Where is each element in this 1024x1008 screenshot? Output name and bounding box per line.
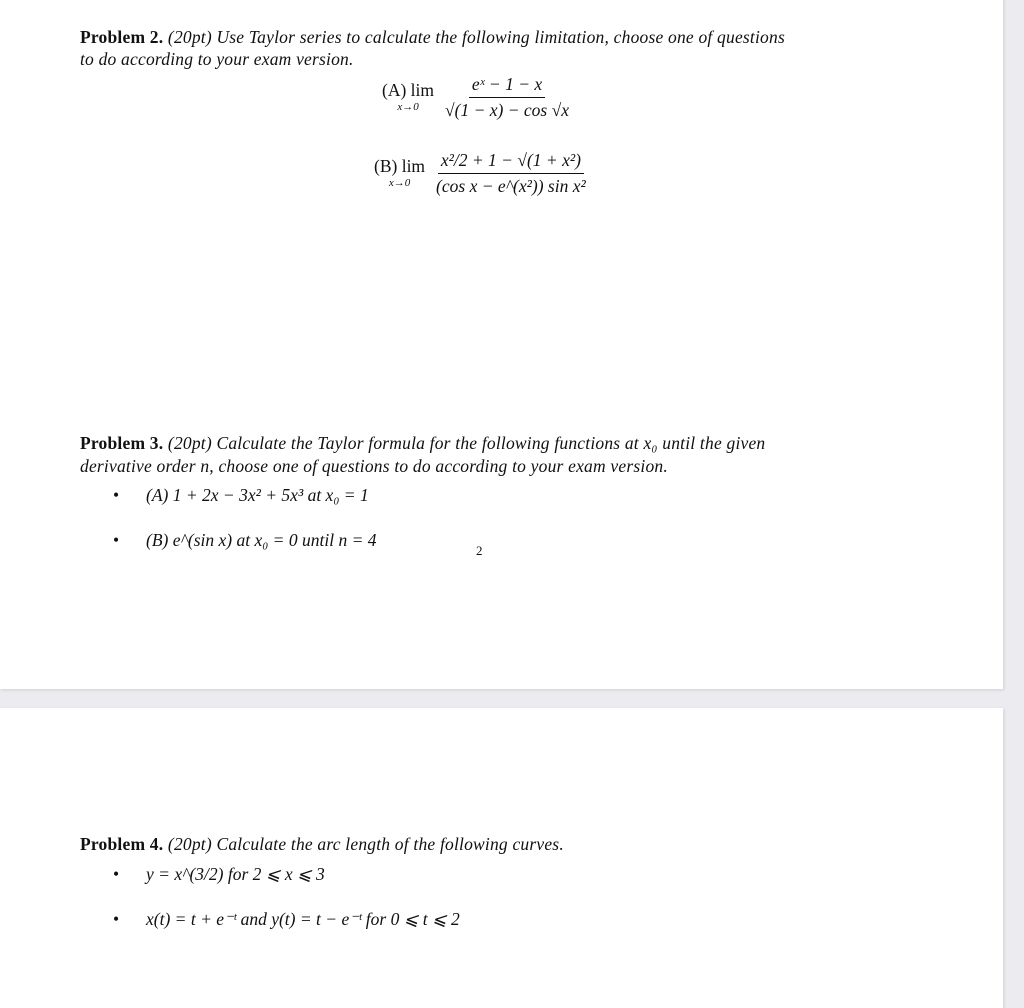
- formula-b: [370, 150, 589, 197]
- fraction: [442, 74, 572, 121]
- list-item: [118, 909, 460, 930]
- limit-operator: [374, 158, 425, 189]
- list-item: [118, 530, 377, 551]
- item-text: x(t) = t + e⁻ᵗ and y(t) = t − e⁻ᵗ for 0 ⩽ t ⩽ 2: [146, 909, 460, 929]
- item-text: y = x^(3/2) for 2 ⩽ x ⩽ 3: [146, 864, 325, 884]
- limit-sub: x→0: [388, 176, 411, 189]
- problem-3-text: (20pt) Calculate the Taylor formula for the following functions at x₀ until the given: [167, 433, 766, 453]
- limit-label: (B) lim: [374, 156, 426, 177]
- problem-3-text-2: derivative order n, choose one of questions to do according to your exam version.: [80, 456, 668, 476]
- limit-sub: x→0: [397, 100, 419, 113]
- problem-4-heading: Problem 4.: [80, 834, 164, 854]
- problem-4-text: (20pt) Calculate the arc length of the following curves.: [167, 834, 564, 854]
- limit-operator: [382, 82, 434, 113]
- pdf-page-2: [0, 708, 1003, 1008]
- list-item: [118, 864, 325, 885]
- item-text: (A) 1 + 2x − 3x² + 5x³ at x₀ = 1: [146, 485, 369, 505]
- problem-2-line-1: [80, 27, 785, 48]
- denominator: √(1 − x) − cos √x: [445, 100, 569, 120]
- item-text: (B) e^(sin x) at x₀ = 0 until n = 4: [146, 530, 377, 550]
- numerator: x²/2 + 1 − √(1 + x²): [438, 150, 584, 174]
- limit-label: (A) lim: [382, 80, 435, 101]
- problem-3-line-2: [80, 456, 668, 477]
- page-number: 2: [476, 543, 483, 558]
- problem-3-line-1: [80, 433, 765, 454]
- numerator: eˣ − 1 − x: [469, 74, 545, 98]
- problem-2-line-2: [80, 49, 354, 70]
- problem-2-text-2: to do according to your exam version.: [80, 49, 354, 69]
- problem-3-heading: Problem 3.: [80, 433, 164, 453]
- problem-2-heading: Problem 2.: [80, 27, 164, 47]
- problem-4-line-1: [80, 834, 564, 855]
- denominator: (cos x − e^(x²)) sin x²: [436, 176, 586, 196]
- fraction: [433, 150, 589, 197]
- problem-2-text: (20pt) Use Taylor series to calculate the following limitation, choose one of questions: [167, 27, 785, 47]
- formula-a: [378, 74, 572, 121]
- list-item: [118, 485, 369, 506]
